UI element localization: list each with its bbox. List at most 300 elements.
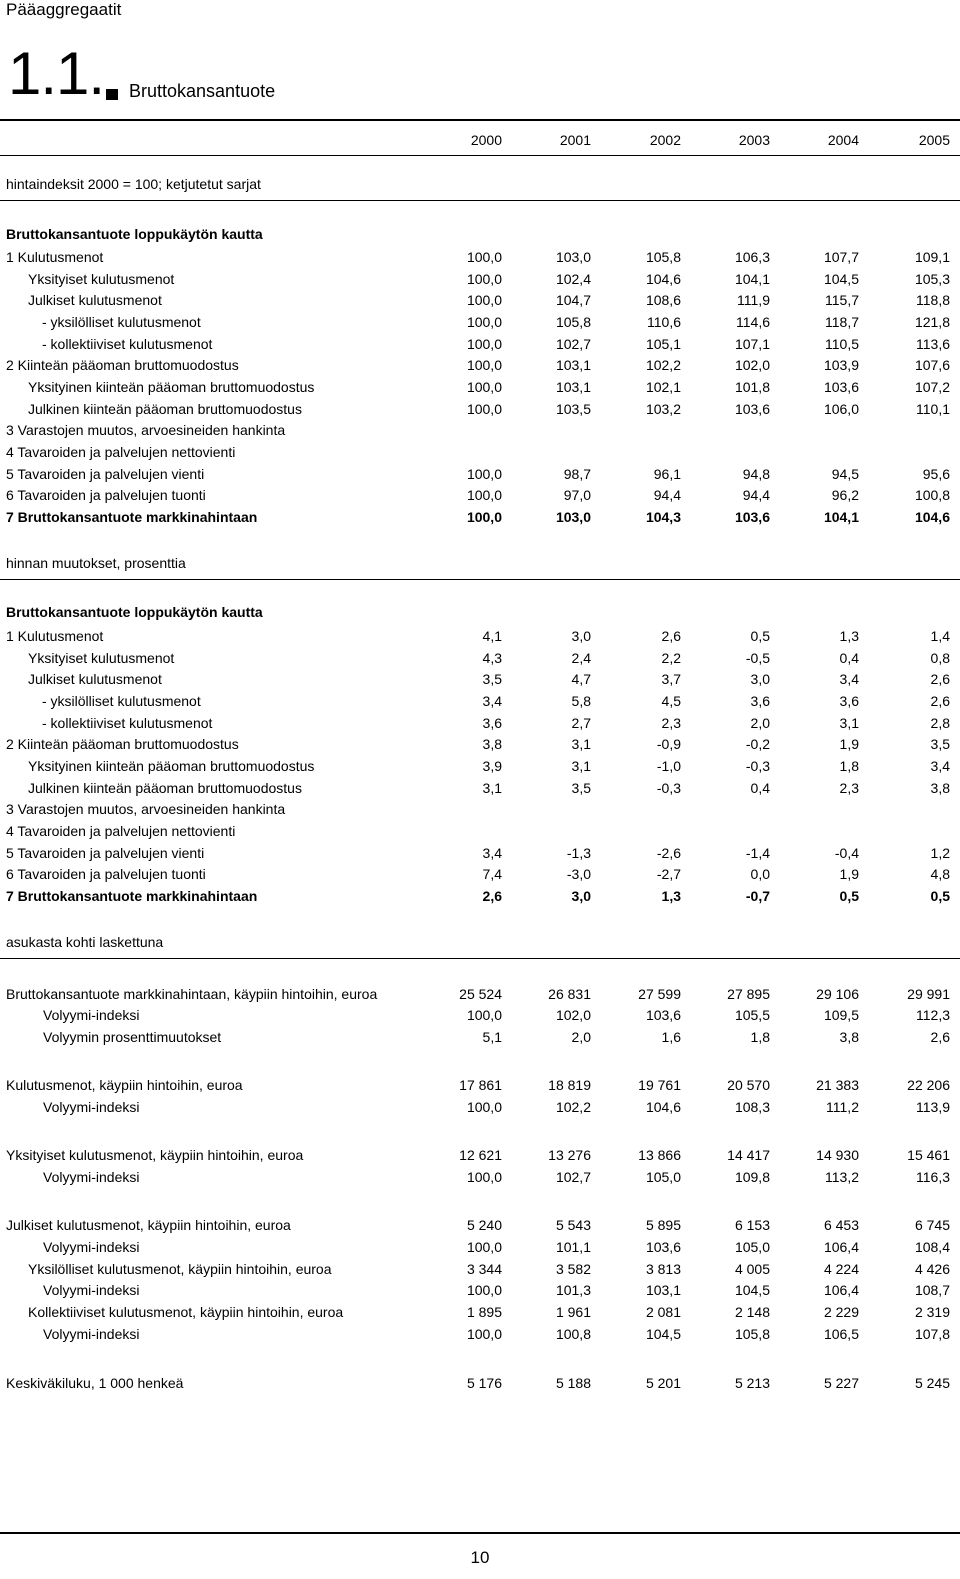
row-value-2003: 4 005 (734, 1261, 770, 1277)
row-value-2004: 3,6 (839, 693, 859, 709)
row-value-2000: 5,1 (482, 1029, 502, 1045)
row-value-2000: 100,0 (466, 1007, 502, 1023)
row-value-2003: 105,5 (734, 1007, 770, 1023)
row-value-2005: 3,4 (930, 758, 950, 774)
bullet-square-icon (106, 89, 118, 100)
row-value-2005: 95,6 (922, 466, 950, 482)
row-value-2001: 4,7 (571, 671, 591, 687)
rule-under-price-change (0, 579, 960, 580)
row-value-2005: 113,6 (916, 336, 950, 352)
table-row (0, 1007, 960, 1027)
row-value-2001: 103,0 (555, 249, 591, 265)
row-value-2001: 103,1 (555, 357, 591, 373)
row-value-2001: -3,0 (566, 866, 591, 882)
row-label: Kollektiiviset kulutusmenot, käypiin hintoihin, euroa (28, 1304, 344, 1320)
row-value-2003: 114,6 (736, 314, 770, 330)
row-value-2005: 104,6 (914, 509, 950, 525)
price-index-subheading: Bruttokansantuote loppukäytön kautta (6, 226, 263, 242)
row-value-2004: 109,5 (823, 1007, 859, 1023)
row-label: 3 Varastojen muutos, arvoesineiden hankinta (6, 422, 286, 438)
row-value-2005: 3,8 (930, 780, 950, 796)
table-row (0, 693, 960, 713)
row-value-2001: 105,8 (555, 314, 591, 330)
row-value-2001: 1 961 (555, 1304, 591, 1320)
row-value-2001: 2,4 (571, 650, 591, 666)
row-value-2002: -0,9 (656, 736, 681, 752)
year-header-2: 2002 (649, 132, 681, 148)
row-value-2000: 4,1 (482, 628, 502, 644)
table-row (0, 801, 960, 821)
row-value-2003: 94,8 (742, 466, 770, 482)
row-value-2001: 102,4 (555, 271, 591, 287)
row-value-2001: 102,7 (555, 336, 591, 352)
table-row (0, 650, 960, 670)
rule-under-price-index (0, 200, 960, 201)
row-value-2004: 106,5 (823, 1326, 859, 1342)
row-label: Volyymi-indeksi (43, 1007, 140, 1023)
row-value-2002: 5 895 (645, 1217, 681, 1233)
row-value-2005: 100,8 (914, 487, 950, 503)
row-value-2000: 100,0 (466, 1169, 502, 1185)
table-row (0, 1169, 960, 1189)
table-row (0, 715, 960, 735)
row-value-2004: 3,8 (839, 1029, 859, 1045)
row-value-2001: 101,1 (555, 1239, 591, 1255)
row-label: 3 Varastojen muutos, arvoesineiden hankinta (6, 801, 286, 817)
row-value-2003: 2,0 (750, 715, 770, 731)
table-row (0, 888, 960, 908)
row-value-2001: 5 188 (555, 1375, 591, 1391)
table-row (0, 401, 960, 421)
row-value-2002: 103,6 (645, 1007, 681, 1023)
year-header-4: 2004 (827, 132, 859, 148)
row-value-2003: 0,5 (750, 628, 770, 644)
row-value-2000: 1 895 (466, 1304, 502, 1320)
row-value-2002: 104,6 (645, 271, 681, 287)
row-value-2000: 17 861 (459, 1077, 502, 1093)
row-value-2001: 5,8 (571, 693, 591, 709)
row-value-2002: 2,3 (661, 715, 681, 731)
row-value-2005: 2,8 (930, 715, 950, 731)
row-value-2002: 103,1 (645, 1282, 681, 1298)
row-label: Yksityinen kiinteän pääoman bruttomuodostus (28, 758, 315, 774)
row-value-2003: 108,3 (734, 1099, 770, 1115)
row-value-2004: 0,4 (839, 650, 859, 666)
year-header-3: 2003 (738, 132, 770, 148)
row-value-2003: 107,1 (734, 336, 770, 352)
table-row (0, 866, 960, 886)
row-value-2003: 3,6 (750, 693, 770, 709)
row-value-2002: -1,0 (656, 758, 681, 774)
table-row (0, 1147, 960, 1167)
row-value-2001: 3 582 (555, 1261, 591, 1277)
table-row (0, 1099, 960, 1119)
row-value-2004: 106,4 (823, 1282, 859, 1298)
price-change-subheading: Bruttokansantuote loppukäytön kautta (6, 604, 263, 620)
row-value-2003: 105,0 (734, 1239, 770, 1255)
price-change-label: hinnan muutokset, prosenttia (6, 555, 186, 571)
row-value-2003: 104,5 (734, 1282, 770, 1298)
row-value-2003: -1,4 (745, 845, 770, 861)
row-value-2001: -1,3 (566, 845, 591, 861)
row-value-2002: 4,5 (661, 693, 681, 709)
row-value-2004: 107,7 (823, 249, 859, 265)
row-value-2004: 106,0 (823, 401, 859, 417)
row-value-2003: 101,8 (734, 379, 770, 395)
row-value-2002: 2 081 (645, 1304, 681, 1320)
row-value-2000: 100,0 (466, 357, 502, 373)
row-value-2005: 116,3 (916, 1169, 950, 1185)
row-label: - yksilölliset kulutusmenot (42, 314, 201, 330)
row-value-2000: 100,0 (466, 314, 502, 330)
row-value-2004: 1,8 (839, 758, 859, 774)
row-label: Yksilölliset kulutusmenot, käypiin hintoihin, euroa (28, 1261, 332, 1277)
row-value-2002: 27 599 (638, 986, 681, 1002)
row-value-2005: 110,1 (916, 401, 950, 417)
row-value-2002: -2,7 (656, 866, 681, 882)
row-label: 2 Kiinteän pääoman bruttomuodostus (6, 736, 239, 752)
table-row (0, 1304, 960, 1324)
row-value-2005: 15 461 (907, 1147, 950, 1163)
row-value-2000: 100,0 (466, 1099, 502, 1115)
year-header-5: 2005 (918, 132, 950, 148)
row-value-2001: 101,3 (555, 1282, 591, 1298)
row-value-2005: 2,6 (930, 693, 950, 709)
row-value-2003: 0,0 (750, 866, 770, 882)
year-header-1: 2001 (559, 132, 591, 148)
table-row (0, 1375, 960, 1395)
row-value-2002: -2,6 (656, 845, 681, 861)
table-row (0, 336, 960, 356)
row-value-2001: 103,1 (555, 379, 591, 395)
table-row (0, 422, 960, 442)
row-value-2004: 3,4 (839, 671, 859, 687)
row-label: 6 Tavaroiden ja palvelujen tuonti (6, 866, 206, 882)
row-value-2001: 100,8 (555, 1326, 591, 1342)
row-label: Yksityiset kulutusmenot (28, 271, 175, 287)
row-label: Volyymi-indeksi (43, 1239, 140, 1255)
table-row (0, 292, 960, 312)
row-value-2001: 102,0 (555, 1007, 591, 1023)
table-row (0, 780, 960, 800)
row-value-2003: 20 570 (727, 1077, 770, 1093)
table-row (0, 1326, 960, 1346)
row-value-2004: 96,2 (831, 487, 859, 503)
row-label: Volyymi-indeksi (43, 1099, 140, 1115)
row-value-2003: -0,3 (745, 758, 770, 774)
row-value-2003: 109,8 (734, 1169, 770, 1185)
row-value-2000: 5 176 (466, 1375, 502, 1391)
row-value-2001: 102,7 (555, 1169, 591, 1185)
row-value-2000: 100,0 (466, 1326, 502, 1342)
row-label: 1 Kulutusmenot (6, 249, 104, 265)
row-value-2002: 3 813 (645, 1261, 681, 1277)
row-value-2003: 111,9 (737, 292, 770, 308)
row-value-2002: 104,5 (645, 1326, 681, 1342)
row-value-2002: 108,6 (645, 292, 681, 308)
row-value-2002: 2,2 (661, 650, 681, 666)
section-title: Bruttokansantuote (129, 81, 276, 101)
row-value-2005: 118,8 (916, 292, 950, 308)
row-value-2002: 1,3 (661, 888, 681, 904)
row-label: Julkiset kulutusmenot, käypiin hintoihin, euroa (6, 1217, 291, 1233)
row-value-2004: 104,5 (823, 271, 859, 287)
row-value-2001: 98,7 (563, 466, 591, 482)
row-value-2004: 118,7 (825, 314, 859, 330)
row-value-2001: 3,0 (571, 888, 591, 904)
row-value-2004: 94,5 (831, 466, 859, 482)
row-value-2004: 113,2 (825, 1169, 859, 1185)
row-value-2000: 100,0 (466, 487, 502, 503)
row-label: Julkiset kulutusmenot (28, 671, 162, 687)
row-value-2002: 110,6 (647, 314, 681, 330)
row-value-2004: 2 229 (823, 1304, 859, 1320)
row-value-2004: 4 224 (823, 1261, 859, 1277)
row-value-2002: -0,3 (656, 780, 681, 796)
row-value-2000: 100,0 (466, 401, 502, 417)
row-value-2000: 12 621 (459, 1147, 502, 1163)
row-value-2001: 97,0 (563, 487, 591, 503)
row-value-2004: 1,9 (839, 866, 859, 882)
row-value-2003: 27 895 (727, 986, 770, 1002)
rule-bottom (0, 1532, 960, 1534)
row-label: 2 Kiinteän pääoman bruttomuodostus (6, 357, 239, 373)
row-value-2003: 3,0 (750, 671, 770, 687)
row-label: Keskiväkiluku, 1 000 henkeä (6, 1375, 184, 1391)
row-value-2003: 105,8 (734, 1326, 770, 1342)
row-value-2000: 3,4 (482, 845, 502, 861)
row-value-2005: 109,1 (914, 249, 950, 265)
row-value-2000: 100,0 (466, 1239, 502, 1255)
row-label: Volyymi-indeksi (43, 1326, 140, 1342)
row-value-2000: 25 524 (459, 986, 502, 1002)
row-value-2004: 21 383 (816, 1077, 859, 1093)
row-value-2005: 108,4 (914, 1239, 950, 1255)
row-value-2003: 1,8 (750, 1029, 770, 1045)
row-value-2004: 14 930 (816, 1147, 859, 1163)
row-label: 1 Kulutusmenot (6, 628, 104, 644)
rule-top (0, 119, 960, 121)
row-value-2000: 5 240 (466, 1217, 502, 1233)
row-value-2000: 2,6 (482, 888, 502, 904)
row-label: - kollektiiviset kulutusmenot (42, 336, 213, 352)
row-value-2000: 7,4 (482, 866, 502, 882)
row-value-2002: 103,2 (645, 401, 681, 417)
row-value-2004: 103,6 (823, 379, 859, 395)
row-value-2005: 107,8 (914, 1326, 950, 1342)
row-value-2004: 106,4 (823, 1239, 859, 1255)
row-label: 4 Tavaroiden ja palvelujen nettovienti (6, 823, 236, 839)
row-value-2004: 6 453 (823, 1217, 859, 1233)
row-value-2003: 102,0 (734, 357, 770, 373)
row-label: 5 Tavaroiden ja palvelujen vienti (6, 845, 205, 861)
row-value-2004: 111,2 (826, 1099, 859, 1115)
row-label: Julkinen kiinteän pääoman bruttomuodostus (28, 780, 302, 796)
table-row (0, 509, 960, 529)
row-value-2003: 94,4 (742, 487, 770, 503)
row-value-2001: 3,1 (571, 758, 591, 774)
table-row (0, 671, 960, 691)
table-row (0, 1261, 960, 1281)
rule-under-years (0, 155, 960, 156)
row-value-2005: 105,3 (914, 271, 950, 287)
row-value-2000: 3,4 (482, 693, 502, 709)
section-number: 1.1. (8, 40, 105, 107)
row-label: - kollektiiviset kulutusmenot (42, 715, 213, 731)
table-row (0, 249, 960, 269)
row-value-2004: 2,3 (839, 780, 859, 796)
table-row (0, 823, 960, 843)
table-row (0, 986, 960, 1006)
row-label: Volyymi-indeksi (43, 1169, 140, 1185)
row-value-2003: 103,6 (734, 401, 770, 417)
row-value-2003: 5 213 (734, 1375, 770, 1391)
row-label: 4 Tavaroiden ja palvelujen nettovienti (6, 444, 236, 460)
row-value-2002: 2,6 (661, 628, 681, 644)
row-value-2001: 13 276 (548, 1147, 591, 1163)
row-value-2001: 103,0 (555, 509, 591, 525)
row-value-2001: 5 543 (555, 1217, 591, 1233)
row-value-2004: -0,4 (834, 845, 859, 861)
row-value-2004: 103,9 (823, 357, 859, 373)
row-value-2000: 3,5 (482, 671, 502, 687)
row-value-2005: 22 206 (907, 1077, 950, 1093)
row-label: Volyymin prosenttimuutokset (43, 1029, 222, 1045)
row-value-2005: 2,6 (930, 1029, 950, 1045)
table-row (0, 444, 960, 464)
row-value-2002: 104,6 (645, 1099, 681, 1115)
row-value-2001: 102,2 (555, 1099, 591, 1115)
row-value-2001: 18 819 (548, 1077, 591, 1093)
row-value-2002: 96,1 (653, 466, 681, 482)
row-label: Julkinen kiinteän pääoman bruttomuodostus (28, 401, 302, 417)
row-label: 5 Tavaroiden ja palvelujen vienti (6, 466, 205, 482)
row-value-2000: 3,9 (482, 758, 502, 774)
row-value-2000: 100,0 (466, 249, 502, 265)
row-value-2005: 121,8 (914, 314, 950, 330)
row-value-2002: 1,6 (661, 1029, 681, 1045)
table-row (0, 845, 960, 865)
row-value-2001: 2,7 (571, 715, 591, 731)
page-number: 10 (470, 1548, 490, 1567)
table-row (0, 1282, 960, 1302)
row-value-2000: 100,0 (466, 336, 502, 352)
row-value-2001: 2,0 (571, 1029, 591, 1045)
table-row (0, 1239, 960, 1259)
row-value-2004: 115,7 (825, 292, 859, 308)
row-value-2000: 100,0 (466, 1282, 502, 1298)
chapter-heading: Pääaggregaatit (6, 0, 122, 19)
row-label: 7 Bruttokansantuote markkinahintaan (6, 509, 258, 525)
row-value-2002: 105,8 (645, 249, 681, 265)
row-value-2004: 1,9 (839, 736, 859, 752)
row-value-2005: 6 745 (914, 1217, 950, 1233)
table-row (0, 736, 960, 756)
row-label: Volyymi-indeksi (43, 1282, 140, 1298)
row-label: Yksityiset kulutusmenot, käypiin hintoihin, euroa (6, 1147, 304, 1163)
row-label: - yksilölliset kulutusmenot (42, 693, 201, 709)
row-label: Kulutusmenot, käypiin hintoihin, euroa (6, 1077, 243, 1093)
row-value-2001: 3,1 (571, 736, 591, 752)
row-value-2004: 110,5 (825, 336, 859, 352)
row-value-2004: 1,3 (839, 628, 859, 644)
row-value-2001: 26 831 (548, 986, 591, 1002)
row-value-2005: 2,6 (930, 671, 950, 687)
row-value-2003: 104,1 (734, 271, 770, 287)
table-row (0, 628, 960, 648)
row-value-2002: 94,4 (653, 487, 681, 503)
table-row (0, 487, 960, 507)
row-value-2005: 107,2 (914, 379, 950, 395)
row-label: 7 Bruttokansantuote markkinahintaan (6, 888, 258, 904)
row-value-2000: 100,0 (466, 379, 502, 395)
table-row (0, 758, 960, 778)
row-value-2000: 100,0 (466, 271, 502, 287)
row-value-2000: 3 344 (466, 1261, 502, 1277)
row-value-2004: 5 227 (823, 1375, 859, 1391)
table-row (0, 379, 960, 399)
table-row (0, 1217, 960, 1237)
row-value-2005: 2 319 (914, 1304, 950, 1320)
row-value-2005: 5 245 (914, 1375, 950, 1391)
row-value-2000: 3,8 (482, 736, 502, 752)
row-value-2003: 2 148 (734, 1304, 770, 1320)
row-value-2000: 100,0 (466, 292, 502, 308)
table-row (0, 357, 960, 377)
row-value-2001: 104,7 (555, 292, 591, 308)
row-value-2000: 100,0 (466, 509, 502, 525)
row-label: Yksityinen kiinteän pääoman bruttomuodostus (28, 379, 315, 395)
row-value-2002: 104,3 (645, 509, 681, 525)
row-value-2002: 103,6 (645, 1239, 681, 1255)
row-value-2002: 3,7 (661, 671, 681, 687)
row-value-2004: 3,1 (839, 715, 859, 731)
row-value-2005: 4,8 (930, 866, 950, 882)
row-value-2000: 100,0 (466, 466, 502, 482)
row-value-2005: 113,9 (916, 1099, 950, 1115)
row-label: 6 Tavaroiden ja palvelujen tuonti (6, 487, 206, 503)
row-value-2001: 3,5 (571, 780, 591, 796)
row-value-2005: 107,6 (914, 357, 950, 373)
row-value-2000: 3,1 (482, 780, 502, 796)
row-value-2005: 4 426 (914, 1261, 950, 1277)
row-value-2003: 0,4 (750, 780, 770, 796)
row-value-2001: 3,0 (571, 628, 591, 644)
table-row (0, 466, 960, 486)
row-value-2003: 103,6 (734, 509, 770, 525)
row-label: Yksityiset kulutusmenot (28, 650, 175, 666)
row-label: Julkiset kulutusmenot (28, 292, 162, 308)
row-value-2005: 1,4 (930, 628, 950, 644)
price-index-label: hintaindeksit 2000 = 100; ketjutetut sarjat (6, 176, 261, 192)
row-value-2002: 5 201 (645, 1375, 681, 1391)
row-value-2002: 105,1 (645, 336, 681, 352)
row-value-2002: 105,0 (645, 1169, 681, 1185)
row-value-2004: 0,5 (839, 888, 859, 904)
row-value-2002: 102,2 (645, 357, 681, 373)
row-value-2004: 104,1 (823, 509, 859, 525)
row-value-2003: -0,2 (745, 736, 770, 752)
row-value-2005: 0,8 (930, 650, 950, 666)
table-row (0, 1029, 960, 1049)
row-value-2002: 13 866 (638, 1147, 681, 1163)
row-value-2005: 3,5 (930, 736, 950, 752)
row-value-2001: 103,5 (555, 401, 591, 417)
row-value-2002: 102,1 (645, 379, 681, 395)
row-value-2000: 3,6 (482, 715, 502, 731)
row-value-2002: 19 761 (638, 1077, 681, 1093)
table-row (0, 314, 960, 334)
